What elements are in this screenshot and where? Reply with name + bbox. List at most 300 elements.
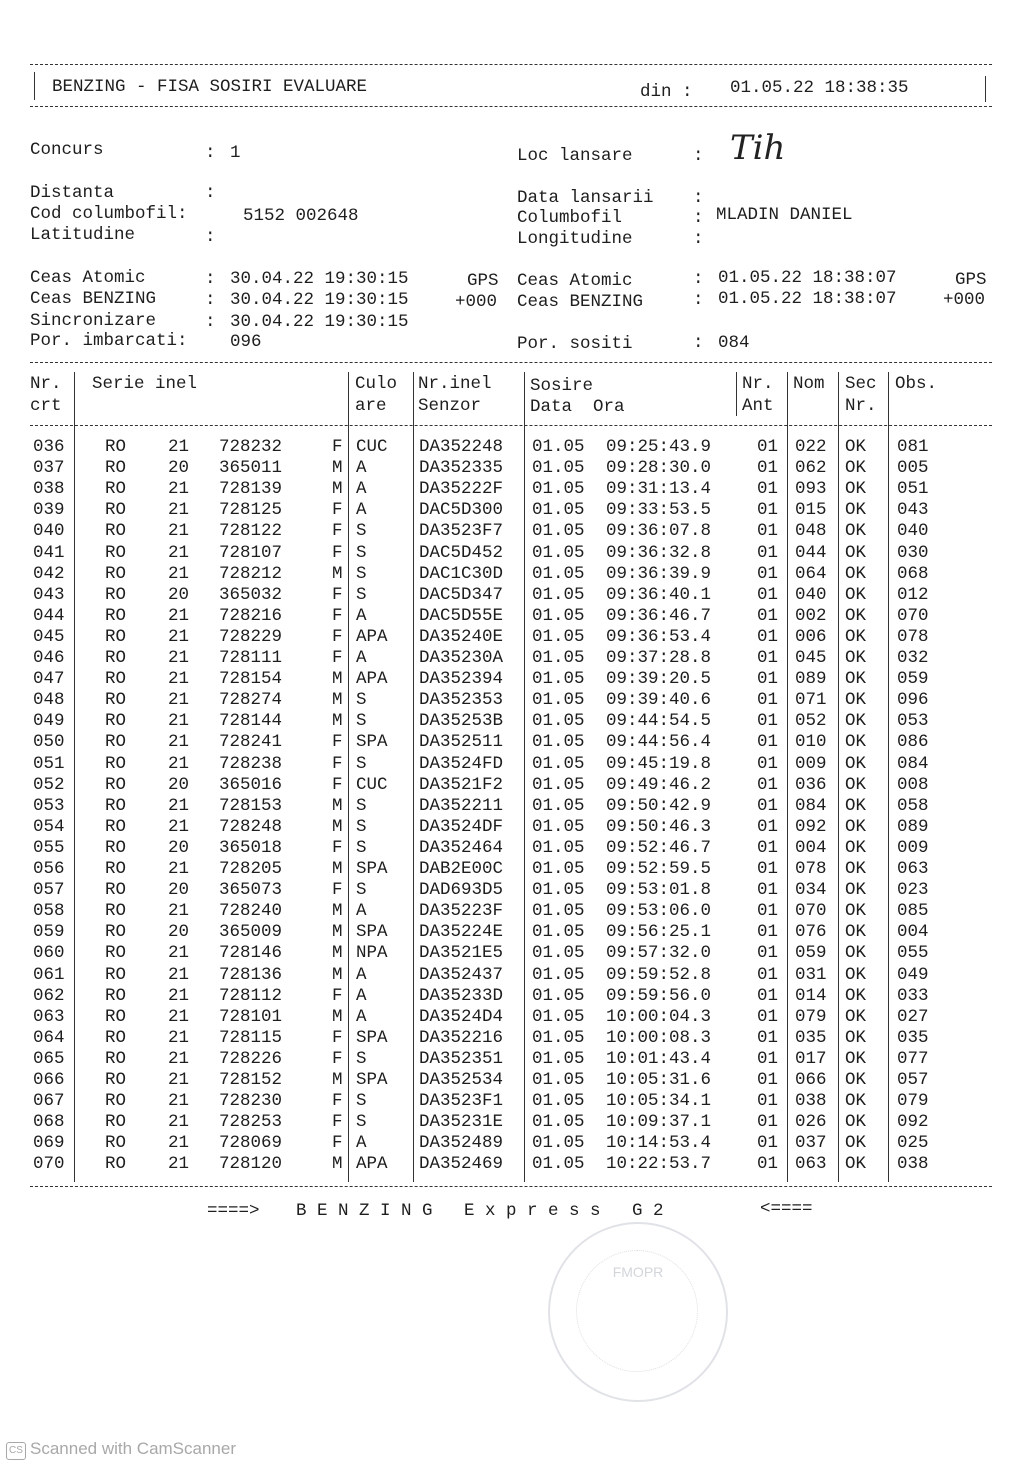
cell-ant: 01 bbox=[757, 711, 779, 732]
cell-ring: 728238 bbox=[219, 753, 283, 774]
cell-ant: 01 bbox=[757, 1070, 779, 1090]
cell-sex: M bbox=[332, 479, 343, 500]
table-row bbox=[0, 458, 1000, 479]
cell-ant: 01 bbox=[757, 437, 779, 457]
cell-sensor: DA35231E bbox=[419, 1112, 504, 1133]
cell-year: 21 bbox=[168, 437, 190, 457]
cell-sex: M bbox=[332, 901, 343, 922]
cell-sec: OK bbox=[845, 690, 867, 711]
cell-time: 09:45:19.8 bbox=[606, 753, 712, 774]
table-row bbox=[0, 1133, 1000, 1154]
cell-color: NPA bbox=[356, 943, 388, 964]
cell-time: 09:50:42.9 bbox=[606, 795, 712, 816]
cell-year: 21 bbox=[168, 795, 190, 816]
cell-nom: 014 bbox=[795, 985, 827, 1006]
cell-date: 01.05 bbox=[532, 1006, 585, 1027]
cell-year: 21 bbox=[168, 669, 190, 690]
cell-sex: M bbox=[332, 859, 343, 879]
cell-date: 01.05 bbox=[532, 1070, 585, 1090]
cell-ring: 728274 bbox=[219, 690, 283, 711]
cell-nr: 049 bbox=[33, 711, 65, 732]
table-row bbox=[0, 859, 1000, 880]
cell-ant: 01 bbox=[757, 605, 779, 626]
cell-obs: 089 bbox=[897, 816, 929, 837]
cell-sensor: DAC1C30D bbox=[419, 563, 504, 584]
table-row bbox=[0, 627, 1000, 648]
cell-ring: 728248 bbox=[219, 816, 283, 837]
cell-date: 01.05 bbox=[532, 795, 585, 816]
col-ant-header-1: Nr. bbox=[742, 374, 774, 394]
cell-sensor: DA352534 bbox=[419, 1070, 504, 1090]
cell-nom: 038 bbox=[795, 1091, 827, 1112]
cell-nom: 037 bbox=[795, 1133, 827, 1154]
cell-nom: 034 bbox=[795, 880, 827, 901]
cell-date: 01.05 bbox=[532, 1154, 585, 1175]
cell-sensor: DA352511 bbox=[419, 732, 504, 753]
cell-ant: 01 bbox=[757, 964, 779, 985]
cell-country: RO bbox=[105, 943, 127, 964]
cell-time: 09:50:46.3 bbox=[606, 816, 712, 837]
cell-sex: F bbox=[332, 1027, 343, 1048]
cell-sensor: DA35240E bbox=[419, 626, 504, 647]
cell-nom: 022 bbox=[795, 437, 827, 457]
cell-ring: 365018 bbox=[219, 837, 283, 858]
cell-sex: F bbox=[332, 437, 343, 457]
columbofil-sep: : bbox=[693, 208, 704, 228]
association-stamp bbox=[548, 1222, 728, 1402]
cell-sec: OK bbox=[845, 901, 867, 922]
table-row bbox=[0, 606, 1000, 627]
cell-sensor: DA35253B bbox=[419, 711, 504, 732]
cell-obs: 059 bbox=[897, 669, 929, 690]
cell-ring: 365016 bbox=[219, 774, 283, 795]
cell-nom: 078 bbox=[795, 859, 827, 879]
cell-ant: 01 bbox=[757, 458, 779, 479]
cell-sex: F bbox=[332, 584, 343, 605]
cell-nom: 089 bbox=[795, 669, 827, 690]
cell-ant: 01 bbox=[757, 837, 779, 858]
report-title: BENZING - FISA SOSIRI EVALUARE bbox=[52, 77, 368, 97]
concurs-sep: : bbox=[205, 143, 216, 163]
cell-country: RO bbox=[105, 437, 127, 457]
cell-ring: 365073 bbox=[219, 880, 283, 901]
cell-nr: 055 bbox=[33, 837, 65, 858]
ceas-atomic-start-suffix: GPS bbox=[467, 271, 499, 291]
cell-time: 09:33:53.5 bbox=[606, 500, 712, 521]
cell-sec: OK bbox=[845, 1070, 867, 1090]
header-top-rule bbox=[30, 64, 992, 65]
cod-columbofil-value: 5152 002648 bbox=[243, 206, 359, 226]
ceas-benzing-end-label: Ceas BENZING bbox=[517, 292, 644, 312]
col-sosire-header-2: Data Ora bbox=[530, 397, 625, 417]
cell-obs: 004 bbox=[897, 922, 929, 943]
cell-ant: 01 bbox=[757, 732, 779, 753]
table-row bbox=[0, 564, 1000, 585]
cell-obs: 038 bbox=[897, 1154, 929, 1175]
cell-year: 21 bbox=[168, 1154, 190, 1175]
col-sec-header-2: Nr. bbox=[845, 396, 877, 416]
cell-ant: 01 bbox=[757, 753, 779, 774]
cell-obs: 081 bbox=[897, 437, 929, 457]
cell-date: 01.05 bbox=[532, 901, 585, 922]
cell-sensor: DA3523F7 bbox=[419, 521, 504, 542]
cell-ant: 01 bbox=[757, 816, 779, 837]
cell-year: 21 bbox=[168, 901, 190, 922]
cell-color: S bbox=[356, 1048, 367, 1069]
cell-ant: 01 bbox=[757, 1133, 779, 1154]
ceas-atomic-end-label: Ceas Atomic bbox=[517, 271, 633, 291]
cell-country: RO bbox=[105, 1112, 127, 1133]
cell-ring: 728205 bbox=[219, 859, 283, 879]
cell-sensor: DA3524DF bbox=[419, 816, 504, 837]
cell-color: S bbox=[356, 584, 367, 605]
ceas-benzing-end-value: 01.05.22 18:38:07 bbox=[718, 289, 897, 309]
cell-ant: 01 bbox=[757, 542, 779, 563]
cell-nom: 026 bbox=[795, 1112, 827, 1133]
cell-ant: 01 bbox=[757, 1112, 779, 1133]
col-nr-header-2: crt bbox=[30, 396, 62, 416]
cell-obs: 086 bbox=[897, 732, 929, 753]
cell-sensor: DA352351 bbox=[419, 1048, 504, 1069]
cell-year: 21 bbox=[168, 943, 190, 964]
cell-date: 01.05 bbox=[532, 880, 585, 901]
cell-year: 20 bbox=[168, 584, 190, 605]
cell-color: APA bbox=[356, 1154, 388, 1175]
cell-country: RO bbox=[105, 542, 127, 563]
cell-time: 09:36:53.4 bbox=[606, 626, 712, 647]
cell-sec: OK bbox=[845, 669, 867, 690]
cell-year: 21 bbox=[168, 1070, 190, 1090]
header-bottom-rule bbox=[30, 106, 992, 107]
cell-obs: 032 bbox=[897, 648, 929, 668]
cell-ring: 365011 bbox=[219, 458, 283, 479]
cell-year: 21 bbox=[168, 648, 190, 668]
cell-ring: 728153 bbox=[219, 795, 283, 816]
cell-sex: M bbox=[332, 669, 343, 690]
cell-nr: 069 bbox=[33, 1133, 65, 1154]
latitudine-label: Latitudine bbox=[30, 225, 136, 245]
cell-time: 09:36:46.7 bbox=[606, 605, 712, 626]
cell-ring: 728101 bbox=[219, 1006, 283, 1027]
cell-year: 21 bbox=[168, 1027, 190, 1048]
cell-year: 21 bbox=[168, 563, 190, 584]
cell-time: 09:28:30.0 bbox=[606, 458, 712, 479]
table-row bbox=[0, 585, 1000, 606]
cell-date: 01.05 bbox=[532, 1048, 585, 1069]
table-row bbox=[0, 880, 1000, 901]
cell-obs: 063 bbox=[897, 859, 929, 879]
cell-ring: 728229 bbox=[219, 626, 283, 647]
cell-nom: 066 bbox=[795, 1070, 827, 1090]
cell-color: CUC bbox=[356, 437, 388, 457]
cell-country: RO bbox=[105, 1027, 127, 1048]
cell-color: A bbox=[356, 985, 367, 1006]
longitudine-label: Longitudine bbox=[517, 229, 633, 249]
cell-nom: 084 bbox=[795, 795, 827, 816]
longitudine-sep: : bbox=[693, 229, 704, 249]
cell-date: 01.05 bbox=[532, 943, 585, 964]
col-nom-header: Nom bbox=[793, 374, 825, 394]
por-sositi-sep: : bbox=[693, 333, 704, 353]
cell-nom: 062 bbox=[795, 458, 827, 479]
cell-year: 21 bbox=[168, 964, 190, 985]
cell-sec: OK bbox=[845, 584, 867, 605]
cell-country: RO bbox=[105, 458, 127, 479]
cell-nr: 063 bbox=[33, 1006, 65, 1027]
cell-country: RO bbox=[105, 1133, 127, 1154]
cell-date: 01.05 bbox=[532, 458, 585, 479]
cell-time: 10:01:43.4 bbox=[606, 1048, 712, 1069]
cell-nom: 063 bbox=[795, 1154, 827, 1175]
cell-ant: 01 bbox=[757, 563, 779, 584]
cell-time: 09:25:43.9 bbox=[606, 437, 712, 457]
cell-sec: OK bbox=[845, 753, 867, 774]
cell-date: 01.05 bbox=[532, 732, 585, 753]
cell-ant: 01 bbox=[757, 1006, 779, 1027]
cell-country: RO bbox=[105, 690, 127, 711]
cell-ring: 365032 bbox=[219, 584, 283, 605]
cell-nom: 004 bbox=[795, 837, 827, 858]
table-row bbox=[0, 1112, 1000, 1133]
cell-sec: OK bbox=[845, 437, 867, 457]
col-senzor-header-2: Senzor bbox=[418, 396, 482, 416]
cell-year: 21 bbox=[168, 542, 190, 563]
loc-lansare-handwritten: Tih bbox=[730, 128, 786, 168]
cell-color: S bbox=[356, 880, 367, 901]
cell-ant: 01 bbox=[757, 669, 779, 690]
cell-sensor: DA352394 bbox=[419, 669, 504, 690]
cell-date: 01.05 bbox=[532, 922, 585, 943]
cell-time: 09:36:32.8 bbox=[606, 542, 712, 563]
cell-date: 01.05 bbox=[532, 479, 585, 500]
cell-sex: M bbox=[332, 1006, 343, 1027]
cell-obs: 057 bbox=[897, 1070, 929, 1090]
cell-ant: 01 bbox=[757, 1048, 779, 1069]
cell-ant: 01 bbox=[757, 795, 779, 816]
cell-sec: OK bbox=[845, 964, 867, 985]
cell-nom: 035 bbox=[795, 1027, 827, 1048]
table-row bbox=[0, 690, 1000, 711]
cell-date: 01.05 bbox=[532, 711, 585, 732]
cell-sex: F bbox=[332, 648, 343, 668]
cell-color: SPA bbox=[356, 922, 388, 943]
cell-sec: OK bbox=[845, 1154, 867, 1175]
cell-time: 09:44:54.5 bbox=[606, 711, 712, 732]
cell-date: 01.05 bbox=[532, 1091, 585, 1112]
cell-time: 09:37:28.8 bbox=[606, 648, 712, 668]
col-culoare-header-2: are bbox=[355, 396, 387, 416]
cell-nr: 043 bbox=[33, 584, 65, 605]
cell-country: RO bbox=[105, 479, 127, 500]
cell-time: 09:59:56.0 bbox=[606, 985, 712, 1006]
cell-nom: 059 bbox=[795, 943, 827, 964]
cell-obs: 040 bbox=[897, 521, 929, 542]
cell-sec: OK bbox=[845, 859, 867, 879]
distanta-label: Distanta bbox=[30, 183, 115, 203]
cell-sec: OK bbox=[845, 837, 867, 858]
cell-obs: 023 bbox=[897, 880, 929, 901]
cell-date: 01.05 bbox=[532, 774, 585, 795]
cell-sec: OK bbox=[845, 985, 867, 1006]
cell-obs: 027 bbox=[897, 1006, 929, 1027]
cell-nom: 079 bbox=[795, 1006, 827, 1027]
cell-nr: 047 bbox=[33, 669, 65, 690]
cell-color: SPA bbox=[356, 859, 388, 879]
cell-country: RO bbox=[105, 795, 127, 816]
cell-sec: OK bbox=[845, 816, 867, 837]
cell-color: S bbox=[356, 837, 367, 858]
cell-obs: 009 bbox=[897, 837, 929, 858]
cell-nom: 044 bbox=[795, 542, 827, 563]
cell-ant: 01 bbox=[757, 1091, 779, 1112]
cell-date: 01.05 bbox=[532, 690, 585, 711]
cell-obs: 012 bbox=[897, 584, 929, 605]
cell-sensor: DA3523F1 bbox=[419, 1091, 504, 1112]
table-row bbox=[0, 1007, 1000, 1028]
cell-nom: 048 bbox=[795, 521, 827, 542]
cell-country: RO bbox=[105, 880, 127, 901]
cell-nr: 060 bbox=[33, 943, 65, 964]
cell-color: S bbox=[356, 1112, 367, 1133]
cell-obs: 085 bbox=[897, 901, 929, 922]
cell-sensor: DAC5D452 bbox=[419, 542, 504, 563]
cell-nr: 040 bbox=[33, 521, 65, 542]
sincronizare-label: Sincronizare bbox=[30, 311, 157, 331]
cell-obs: 084 bbox=[897, 753, 929, 774]
ceas-benzing-end-sep: : bbox=[693, 290, 704, 310]
cell-country: RO bbox=[105, 901, 127, 922]
cell-sensor: DAB2E00C bbox=[419, 859, 504, 879]
cell-color: A bbox=[356, 1133, 367, 1154]
por-sositi-label: Por. sositi bbox=[517, 334, 633, 354]
cell-color: SPA bbox=[356, 1027, 388, 1048]
cell-country: RO bbox=[105, 1006, 127, 1027]
cell-sec: OK bbox=[845, 795, 867, 816]
cell-nom: 093 bbox=[795, 479, 827, 500]
cell-date: 01.05 bbox=[532, 605, 585, 626]
cell-sensor: DA35224E bbox=[419, 922, 504, 943]
cell-ring: 728212 bbox=[219, 563, 283, 584]
cell-ant: 01 bbox=[757, 901, 779, 922]
cell-ring: 728144 bbox=[219, 711, 283, 732]
cell-color: SPA bbox=[356, 732, 388, 753]
cell-country: RO bbox=[105, 1070, 127, 1090]
cell-year: 21 bbox=[168, 816, 190, 837]
cell-year: 21 bbox=[168, 859, 190, 879]
cell-date: 01.05 bbox=[532, 964, 585, 985]
table-row bbox=[0, 732, 1000, 753]
cell-ant: 01 bbox=[757, 774, 779, 795]
cell-color: A bbox=[356, 648, 367, 668]
cell-ant: 01 bbox=[757, 922, 779, 943]
cell-sex: F bbox=[332, 605, 343, 626]
col-sosire-header-1: Sosire bbox=[530, 376, 594, 396]
cell-year: 20 bbox=[168, 774, 190, 795]
cell-ring: 728253 bbox=[219, 1112, 283, 1133]
cell-nr: 066 bbox=[33, 1070, 65, 1090]
data-lansarii-label: Data lansarii bbox=[517, 188, 654, 208]
latitudine-sep: : bbox=[205, 227, 216, 247]
cell-sec: OK bbox=[845, 1027, 867, 1048]
cell-sec: OK bbox=[845, 542, 867, 563]
cell-nr: 059 bbox=[33, 922, 65, 943]
camscanner-text: Scanned with CamScanner bbox=[30, 1439, 237, 1458]
cell-nr: 068 bbox=[33, 1112, 65, 1133]
cell-country: RO bbox=[105, 964, 127, 985]
cell-sec: OK bbox=[845, 943, 867, 964]
cell-sex: F bbox=[332, 626, 343, 647]
cell-nr: 045 bbox=[33, 626, 65, 647]
cell-nr: 046 bbox=[33, 648, 65, 668]
cell-sensor: DA35222F bbox=[419, 479, 504, 500]
cell-sensor: DA3521F2 bbox=[419, 774, 504, 795]
table-row bbox=[0, 711, 1000, 732]
cell-nr: 041 bbox=[33, 542, 65, 563]
cell-sec: OK bbox=[845, 626, 867, 647]
cell-ring: 728122 bbox=[219, 521, 283, 542]
cell-obs: 078 bbox=[897, 626, 929, 647]
por-imbarcati-value: 096 bbox=[230, 332, 262, 352]
cell-ring: 728240 bbox=[219, 901, 283, 922]
cell-time: 10:00:04.3 bbox=[606, 1006, 712, 1027]
cell-obs: 033 bbox=[897, 985, 929, 1006]
table-row bbox=[0, 648, 1000, 669]
table-row bbox=[0, 543, 1000, 564]
cell-time: 09:52:46.7 bbox=[606, 837, 712, 858]
cell-year: 21 bbox=[168, 479, 190, 500]
cell-nom: 092 bbox=[795, 816, 827, 837]
cell-ring: 728069 bbox=[219, 1133, 283, 1154]
cell-time: 09:49:46.2 bbox=[606, 774, 712, 795]
cell-country: RO bbox=[105, 732, 127, 753]
por-sositi-value: 084 bbox=[718, 333, 750, 353]
cell-nr: 039 bbox=[33, 500, 65, 521]
cell-country: RO bbox=[105, 837, 127, 858]
cell-sex: M bbox=[332, 711, 343, 732]
cell-sensor: DA352469 bbox=[419, 1154, 504, 1175]
cell-sex: F bbox=[332, 1048, 343, 1069]
cell-year: 21 bbox=[168, 985, 190, 1006]
cell-year: 21 bbox=[168, 626, 190, 647]
cell-nr: 070 bbox=[33, 1154, 65, 1175]
table-row bbox=[0, 479, 1000, 500]
cell-sensor: DAC5D300 bbox=[419, 500, 504, 521]
cell-nom: 031 bbox=[795, 964, 827, 985]
cell-date: 01.05 bbox=[532, 563, 585, 584]
col-nr-header-1: Nr. bbox=[30, 374, 62, 394]
cell-sec: OK bbox=[845, 1112, 867, 1133]
cell-obs: 077 bbox=[897, 1048, 929, 1069]
table-row bbox=[0, 437, 1000, 458]
camscanner-logo-icon: CS bbox=[6, 1442, 26, 1460]
col-sep-5 bbox=[736, 372, 737, 416]
cell-sex: F bbox=[332, 1133, 343, 1154]
ceas-atomic-start-value: 30.04.22 19:30:15 bbox=[230, 269, 409, 289]
cell-time: 10:09:37.1 bbox=[606, 1112, 712, 1133]
cell-ring: 728216 bbox=[219, 605, 283, 626]
cell-nr: 053 bbox=[33, 795, 65, 816]
cell-country: RO bbox=[105, 985, 127, 1006]
cell-sec: OK bbox=[845, 1006, 867, 1027]
cell-date: 01.05 bbox=[532, 753, 585, 774]
cell-color: S bbox=[356, 563, 367, 584]
cell-sec: OK bbox=[845, 1133, 867, 1154]
cell-date: 01.05 bbox=[532, 985, 585, 1006]
cell-sex: F bbox=[332, 985, 343, 1006]
ceas-benzing-start-label: Ceas BENZING bbox=[30, 289, 157, 309]
cell-ring: 728115 bbox=[219, 1027, 283, 1048]
cell-nom: 002 bbox=[795, 605, 827, 626]
